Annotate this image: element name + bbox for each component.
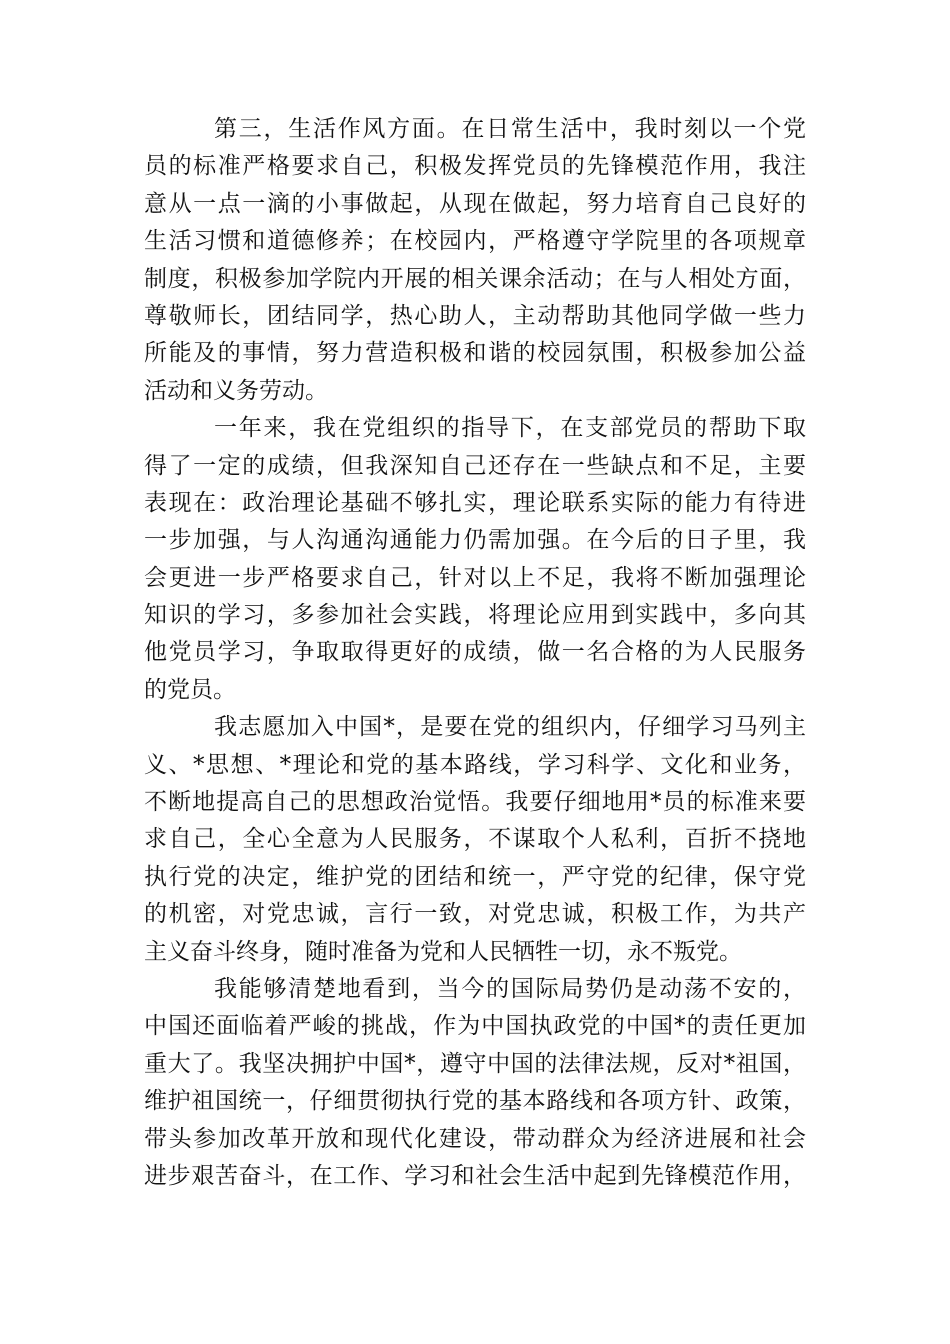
- text-line: 活动和义务劳动。: [144, 377, 328, 404]
- text-line: 第三，生活作风方面。在日常生活中，我时刻以一个党: [214, 116, 806, 142]
- text-line: 表现在：政治理论基础不够扎实，理论联系实际的能力有待进: [144, 489, 806, 516]
- document-body: [144, 111, 806, 1195]
- text-line: 得了一定的成绩，但我深知自己还存在一些缺点和不足，主要: [144, 452, 806, 479]
- text-line: 知识的学习，多参加社会实践，将理论应用到实践中，多向其: [144, 602, 806, 629]
- text-line: 执行党的决定，维护党的团结和统一，严守党的纪律，保守党: [144, 863, 806, 890]
- text-line: 求自己，全心全意为人民服务，不谋取个人私利，百折不挠地: [144, 826, 806, 853]
- text-line: 一步加强，与人沟通沟通能力仍需加强。在今后的日子里，我: [144, 527, 806, 554]
- text-line: 主义奋斗终身，随时准备为党和人民牺牲一切，永不叛党。: [144, 938, 742, 965]
- paragraph-shortcomings: [144, 410, 806, 709]
- text-line: 一年来，我在党组织的指导下，在支部党员的帮助下取: [214, 415, 806, 442]
- text-line: 我志愿加入中国*，是要在党的组织内，仔细学习马列主: [214, 714, 806, 741]
- text-line: 意从一点一滴的小事做起，从现在做起，努力培育自己良好的: [144, 190, 806, 217]
- text-line: 义、*思想、*理论和党的基本路线，学习科学、文化和业务，: [144, 751, 806, 778]
- text-line: 中国还面临着严峻的挑战，作为中国执政党的中国*的责任更加: [144, 1013, 806, 1040]
- paragraph-lifestyle: [144, 111, 806, 410]
- text-line: 我能够清楚地看到，当今的国际局势仍是动荡不安的，: [214, 975, 806, 1002]
- text-line: 的党员。: [144, 676, 236, 703]
- text-line: 他党员学习，争取取得更好的成绩，做一名合格的为人民服务: [144, 639, 806, 666]
- paragraph-situation: [144, 971, 806, 1195]
- text-line: 不断地提高自己的思想政治觉悟。我要仔细地用*员的标准来要: [144, 789, 806, 816]
- text-line: 所能及的事情，努力营造积极和谐的校园氛围，积极参加公益: [144, 340, 806, 367]
- text-line: 尊敬师长，团结同学，热心助人，主动帮助其他同学做一些力: [144, 302, 806, 329]
- text-line: 带头参加改革开放和现代化建设，带动群众为经济进展和社会: [144, 1125, 806, 1152]
- paragraph-motivation: [144, 709, 806, 971]
- text-line: 重大了。我坚决拥护中国*，遵守中国的法律法规，反对*祖国，: [144, 1050, 806, 1077]
- text-line: 生活习惯和道德修养；在校园内，严格遵守学院里的各项规章: [144, 228, 806, 255]
- text-line: 制度，积极参加学院内开展的相关课余活动；在与人相处方面，: [144, 265, 806, 292]
- text-line: 进步艰苦奋斗，在工作、学习和社会生活中起到先锋模范作用，: [144, 1162, 806, 1189]
- text-line: 的机密，对党忠诚，言行一致，对党忠诚，积极工作，为共产: [144, 901, 806, 928]
- text-line: 员的标准严格要求自己，积极发挥党员的先锋模范作用，我注: [144, 153, 806, 180]
- text-line: 维护祖国统一，仔细贯彻执行党的基本路线和各项方针、政策，: [144, 1088, 806, 1115]
- text-line: 会更进一步严格要求自己，针对以上不足，我将不断加强理论: [144, 564, 806, 591]
